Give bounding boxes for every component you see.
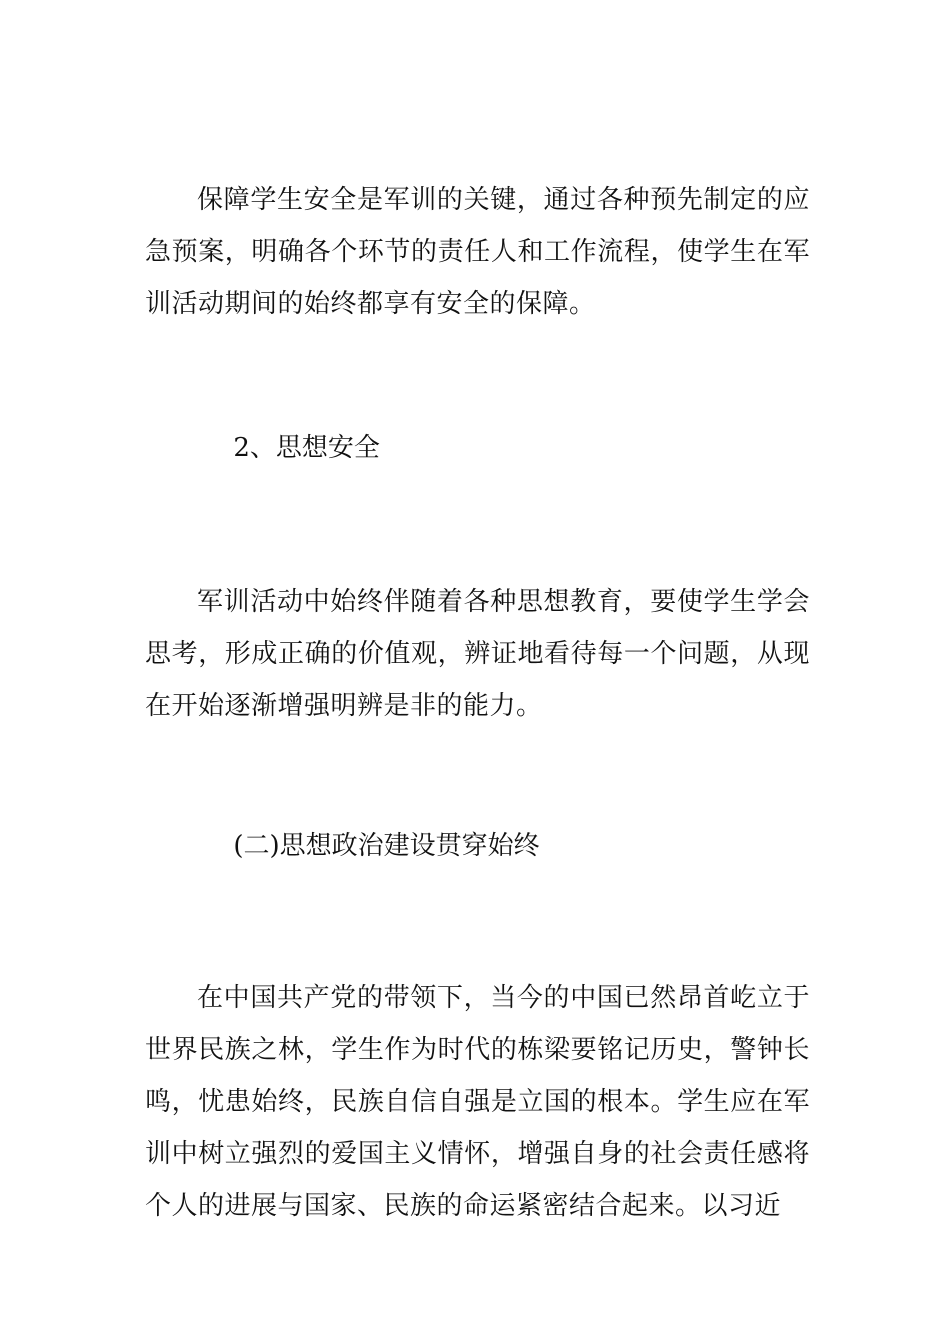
paragraph-safety-guarantee: 保障学生安全是军训的关键，通过各种预先制定的应急预案，明确各个环节的责任人和工作流程，使学生在军训活动期间的始终都享有安全的保障。 [145,185,810,319]
paragraph-ideological-education: 军训活动中始终伴随着各种思想教育，要使学生学会思考，形成正确的价值观，辨证地看待每一个问题，从现在开始逐渐增强明辨是非的能力。 [145,587,810,721]
paragraph-patriotism: 在中国共产党的带领下，当今的中国已然昂首屹立于世界民族之林，学生作为时代的栋梁要铭记历史，警钟长鸣，忧患始终，民族自信自强是立国的根本。学生应在军训中树立强烈的爱国主义情怀，增强自身的社会责任感将个人的进展与国家、民族的命运紧密结合起来。以习近 [145,983,810,1221]
section-heading-ideological-safety: 2、思想安全 [233,433,380,463]
section-heading-political-construction: (二)思想政治建设贯穿始终 [233,831,540,861]
